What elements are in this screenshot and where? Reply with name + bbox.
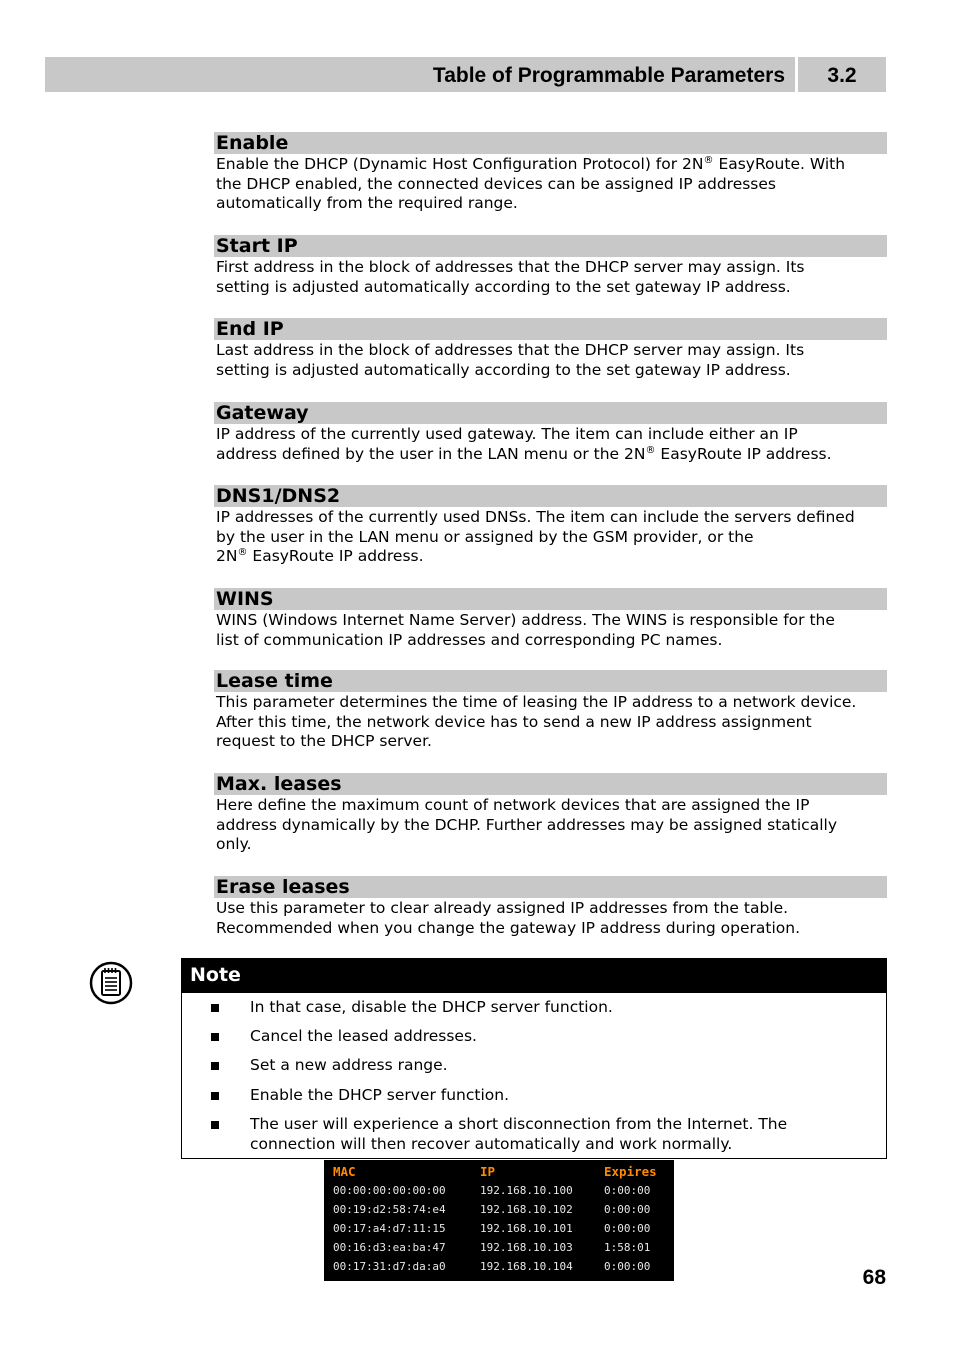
square-bullet-icon <box>211 1004 219 1012</box>
description-line <box>216 278 887 298</box>
note-item-line: In that case, disable the DHCP server function. <box>250 998 613 1016</box>
description-line <box>216 445 887 465</box>
line-text: Here define the maximum count of network devices that are assigned the IP <box>216 796 810 814</box>
note-list-item <box>182 1027 886 1047</box>
line-text: only. <box>216 835 252 854</box>
description-line <box>216 175 887 195</box>
line-text: address defined by the user in the LAN menu or the 2N <box>216 444 646 463</box>
description-line <box>216 693 887 713</box>
description-line <box>216 611 887 631</box>
table-header-cell: Expires <box>604 1164 657 1179</box>
note-item-line: Enable the DHCP server function. <box>250 1086 510 1104</box>
section-title: Start IP <box>214 235 887 257</box>
description-line <box>216 547 887 567</box>
line-text: WINS (Windows Internet Name Server) address. The WINS is responsible for the <box>216 611 835 629</box>
description-line <box>216 361 887 381</box>
note-item-text <box>250 1115 886 1154</box>
table-cell: 1:58:01 <box>604 1241 651 1254</box>
section-description <box>214 155 887 214</box>
section-title: DNS1/DNS2 <box>214 485 887 507</box>
line-text: setting is adjusted automatically according to the set gateway IP address. <box>216 277 791 296</box>
description-line <box>216 899 887 919</box>
section-title: Enable <box>214 132 887 154</box>
line-text: request to the DHCP server. <box>216 732 432 751</box>
line-text: After this time, the network device has to send a new IP address assignment <box>216 712 812 731</box>
registered-mark: ® <box>237 547 248 559</box>
line-text: EasyRoute IP address. <box>247 547 424 566</box>
table-cell: 192.168.10.103 <box>480 1241 573 1254</box>
description-line <box>216 258 887 278</box>
square-bullet-icon <box>211 1033 219 1041</box>
description-line <box>216 508 887 528</box>
description-line <box>216 796 887 816</box>
note-item-line: connection will then recover automatically and work normally. <box>250 1134 733 1153</box>
section-description <box>214 341 887 380</box>
section-title: Gateway <box>214 402 887 424</box>
line-text: automatically from the required range. <box>216 194 518 213</box>
parameter-section <box>214 773 887 855</box>
parameter-section <box>214 402 887 464</box>
square-bullet-icon <box>211 1121 219 1129</box>
line-text: IP address of the currently used gateway. The item can include either an IP <box>216 425 798 443</box>
description-line <box>216 919 887 939</box>
line-text: EasyRoute IP address. <box>655 444 832 463</box>
table-cell: 192.168.10.101 <box>480 1222 573 1235</box>
section-title: Max. leases <box>214 773 887 795</box>
registered-mark: ® <box>703 155 714 166</box>
line-text: setting is adjusted automatically according to the set gateway IP address. <box>216 360 791 379</box>
square-bullet-icon <box>211 1092 219 1100</box>
section-description <box>214 258 887 297</box>
table-cell: 192.168.10.104 <box>480 1260 573 1273</box>
table-cell: 192.168.10.100 <box>480 1184 573 1197</box>
table-cell: 00:17:a4:d7:11:15 <box>333 1222 446 1235</box>
note-item-text <box>250 1056 886 1076</box>
line-text: Enable the DHCP (Dynamic Host Configuration Protocol) for 2N <box>216 155 704 173</box>
table-cell: 00:00:00:00:00:00 <box>333 1184 446 1197</box>
note-item-text <box>250 998 886 1018</box>
section-title: Erase leases <box>214 876 887 898</box>
section-description <box>214 611 887 650</box>
note-list-item <box>182 1115 886 1154</box>
description-line <box>216 155 887 175</box>
section-title: Lease time <box>214 670 887 692</box>
registered-mark: ® <box>645 444 656 456</box>
description-line <box>216 425 887 445</box>
table-cell: 192.168.10.102 <box>480 1203 573 1216</box>
section-description <box>214 693 887 752</box>
line-text: Recommended when you change the gateway IP address during operation. <box>216 918 801 937</box>
dhcp-lease-table <box>324 1160 674 1281</box>
table-cell: 0:00:00 <box>604 1222 651 1235</box>
line-text: the DHCP enabled, the connected devices can be assigned IP addresses <box>216 174 776 193</box>
parameter-section <box>214 318 887 380</box>
line-text: Last address in the block of addresses that the DHCP server may assign. Its <box>216 341 805 359</box>
description-line <box>216 732 887 752</box>
page-title: Table of Programmable Parameters <box>432 64 785 87</box>
description-line <box>216 528 887 548</box>
description-line <box>216 713 887 733</box>
description-line <box>216 341 887 361</box>
section-description <box>214 425 887 464</box>
parameter-section <box>214 588 887 650</box>
square-bullet-icon <box>211 1062 219 1070</box>
section-description <box>214 899 887 938</box>
table-cell: 00:17:31:d7:da:a0 <box>333 1260 446 1273</box>
parameter-section <box>214 235 887 297</box>
description-line <box>216 835 887 855</box>
line-text: First address in the block of addresses that the DHCP server may assign. Its <box>216 258 805 276</box>
description-line <box>216 816 887 836</box>
line-text: by the user in the LAN menu or assigned by the GSM provider, or the <box>216 527 754 546</box>
note-item-line: Set a new address range. <box>250 1056 448 1074</box>
description-line <box>216 631 887 651</box>
notepad-icon <box>89 961 133 1005</box>
section-description <box>214 796 887 855</box>
line-text: This parameter determines the time of leasing the IP address to a network device. <box>216 693 857 711</box>
parameter-section <box>214 132 887 214</box>
note-item-text <box>250 1027 886 1047</box>
description-line <box>216 194 887 214</box>
note-item-line: Cancel the leased addresses. <box>250 1027 477 1045</box>
line-text: address dynamically by the DCHP. Further addresses may be assigned statically <box>216 815 837 834</box>
parameter-section <box>214 670 887 752</box>
table-header-cell: MAC <box>333 1164 356 1179</box>
section-number: 3.2 <box>827 64 857 87</box>
table-cell: 0:00:00 <box>604 1203 651 1216</box>
line-text: EasyRoute. With <box>713 155 846 173</box>
parameter-section <box>214 485 887 567</box>
note-box <box>181 958 887 1159</box>
note-item-line: The user will experience a short disconnection from the Internet. The <box>250 1115 788 1133</box>
note-list-item <box>182 1086 886 1106</box>
page-number: 68 <box>862 1266 886 1289</box>
section-description <box>214 508 887 567</box>
table-cell: 00:19:d2:58:74:e4 <box>333 1203 446 1216</box>
table-cell: 00:16:d3:ea:ba:47 <box>333 1241 446 1254</box>
note-list-item <box>182 1056 886 1076</box>
note-item-text <box>250 1086 886 1106</box>
line-text: Use this parameter to clear already assigned IP addresses from the table. <box>216 899 789 917</box>
line-text: list of communication IP addresses and corresponding PC names. <box>216 630 723 649</box>
note-list-item <box>182 998 886 1018</box>
line-text: IP addresses of the currently used DNSs. The item can include the servers defined <box>216 508 855 526</box>
note-title: Note <box>182 959 886 993</box>
table-cell: 0:00:00 <box>604 1260 651 1273</box>
parameter-section <box>214 876 887 938</box>
section-title: End IP <box>214 318 887 340</box>
table-cell: 0:00:00 <box>604 1184 651 1197</box>
section-title: WINS <box>214 588 887 610</box>
line-text: 2N <box>216 547 238 566</box>
table-header-cell: IP <box>480 1164 496 1179</box>
